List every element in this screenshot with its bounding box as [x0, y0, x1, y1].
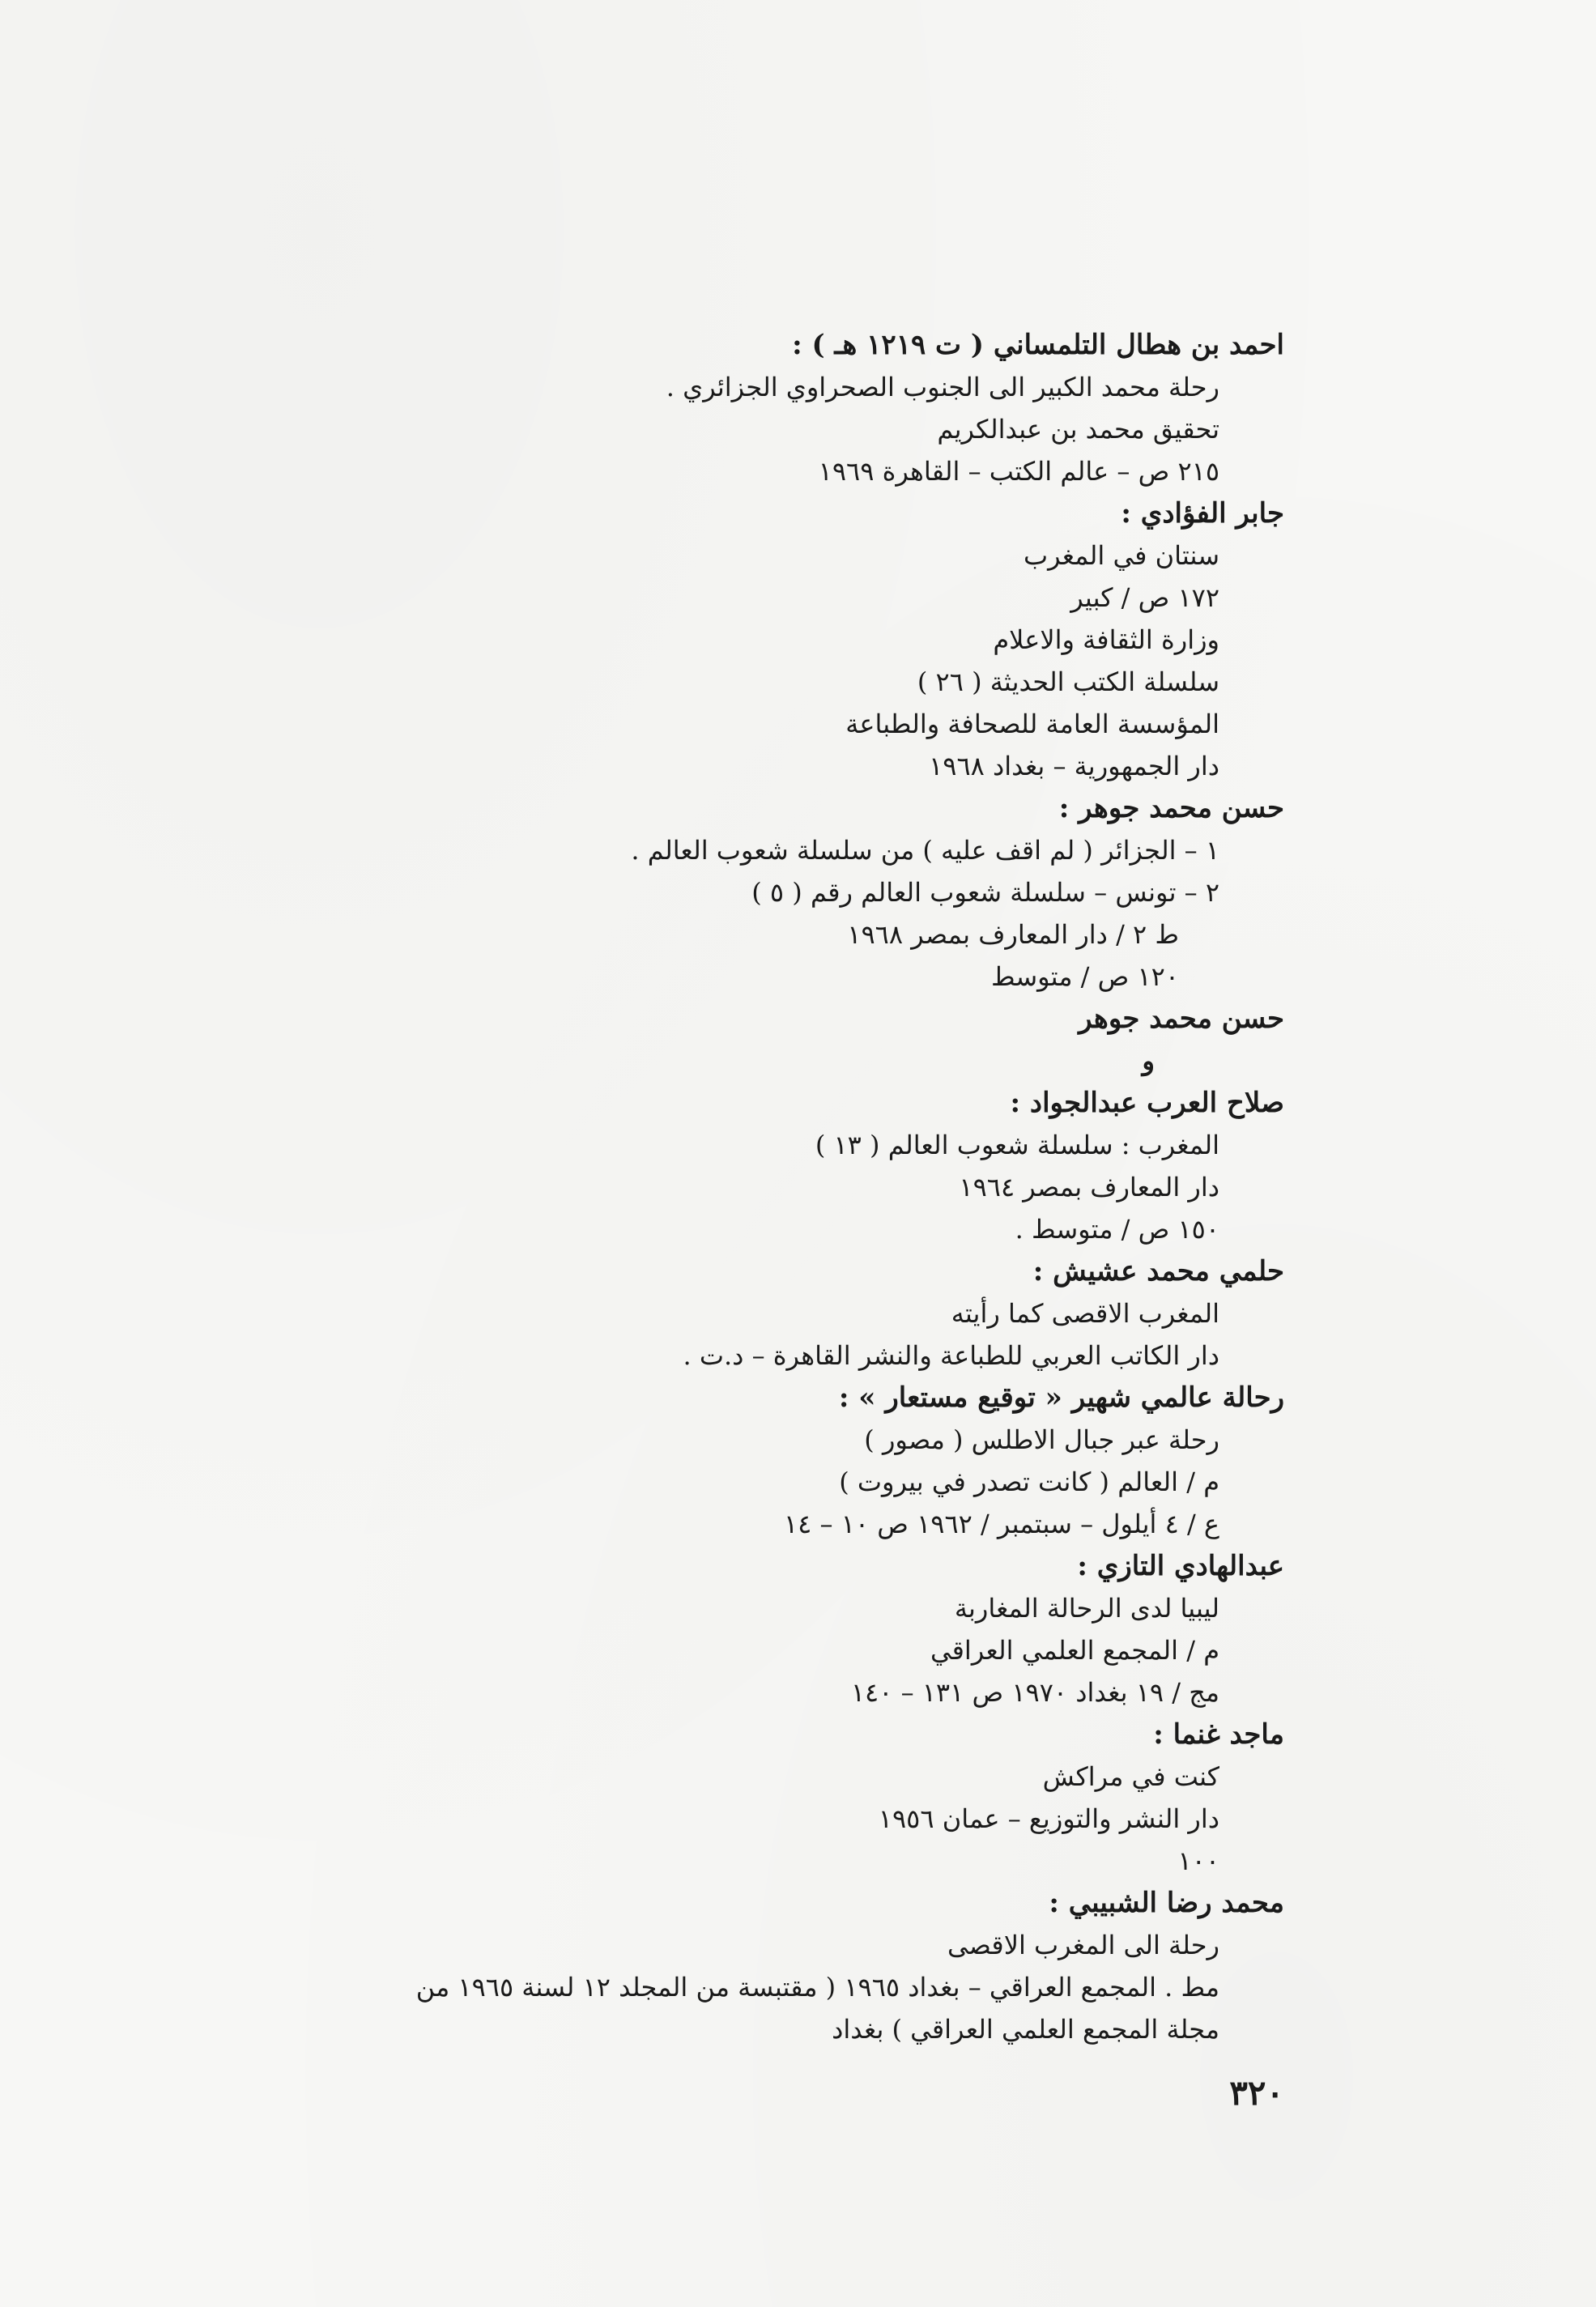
entry-line: دار النشر والتوزيع – عمان ١٩٥٦: [878, 1803, 1219, 1834]
author-heading: حسن محمد جوهر: [1079, 1002, 1284, 1035]
entry-line: المغرب : سلسلة شعوب العالم ( ١٣ ): [815, 1130, 1219, 1160]
author-heading: محمد رضا الشبيبي :: [1049, 1887, 1284, 1919]
entry-line: مجلة المجمع العلمي العراقي ) بغداد: [832, 2014, 1219, 2045]
entry-line: كنت في مراكش: [1042, 1761, 1219, 1792]
author-heading: حسن محمد جوهر :: [1058, 792, 1284, 824]
entry-line: ليبيا لدى الرحالة المغاربة: [954, 1593, 1219, 1624]
author-heading: عبدالهادي التازي :: [1077, 1550, 1284, 1582]
entry-line: ٢ – تونس – سلسلة شعوب العالم رقم ( ٥ ): [751, 877, 1219, 908]
author-heading: ماجد غنما :: [1153, 1718, 1284, 1751]
entry-line: ١٥٠ ص / متوسط .: [1015, 1214, 1219, 1245]
entry-line: المؤسسة العامة للصحافة والطباعة: [845, 709, 1219, 739]
entry-subline: ١٢٠ ص / متوسط: [990, 961, 1179, 992]
entry-subline: ط ٢ / دار المعارف بمصر ١٩٦٨: [847, 919, 1179, 950]
entry-line: ١٠٠: [1177, 1845, 1219, 1876]
entry-line: م / المجمع العلمي العراقي: [930, 1635, 1219, 1666]
entry-line: مط . المجمع العراقي – بغداد ١٩٦٥ ( مقتبسة من المجلد ١٢ لسنة ١٩٦٥ من: [415, 1972, 1219, 2003]
page-number: ٣٢٠: [1229, 2073, 1284, 2113]
entry-line: سلسلة الكتب الحديثة ( ٢٦ ): [917, 666, 1219, 697]
entry-line: مج / ١٩ بغداد ١٩٧٠ ص ١٣١ – ١٤٠: [850, 1677, 1219, 1708]
author-heading: رحالة عالمي شهير « توقيع مستعار » :: [838, 1381, 1284, 1414]
entry-line: دار المعارف بمصر ١٩٦٤: [959, 1172, 1219, 1202]
entry-line: ع / ٤ أيلول – سبتمبر / ١٩٦٢ ص ١٠ – ١٤: [783, 1509, 1219, 1539]
entry-line: م / العالم ( كانت تصدر في بيروت ): [839, 1466, 1219, 1497]
entry-line: ١٧٢ ص / كبير: [1070, 582, 1219, 613]
entry-line: رحلة الى المغرب الاقصى: [947, 1930, 1219, 1960]
author-heading: جابر الفؤادي :: [1121, 497, 1284, 530]
entry-line: المغرب الاقصى كما رأيته: [951, 1298, 1219, 1329]
entry-line: ١ – الجزائر ( لم اقف عليه ) من سلسلة شعوب العالم .: [631, 835, 1219, 866]
entry-line: دار الكاتب العربي للطباعة والنشر القاهرة – د.ت .: [683, 1340, 1219, 1371]
bibliography-list: [215, 324, 1284, 2050]
coauthor-heading: صلاح العرب عبدالجواد :: [1010, 1087, 1284, 1119]
author-heading: حلمي محمد عشيش :: [1032, 1255, 1284, 1288]
entry-line: ٢١٥ ص – عالم الكتب – القاهرة ١٩٦٩: [818, 456, 1219, 487]
entry-line: رحلة عبر جبال الاطلس ( مصور ): [864, 1424, 1219, 1455]
coauthor-connector: و: [1142, 1045, 1155, 1076]
entry-line: دار الجمهورية – بغداد ١٩٦٨: [929, 751, 1219, 781]
entry-line: تحقيق محمد بن عبدالكريم: [937, 414, 1219, 445]
entry-line: سنتان في المغرب: [1023, 540, 1219, 571]
entry-line: رحلة محمد الكبير الى الجنوب الصحراوي الجزائري .: [666, 372, 1219, 402]
entry-line: وزارة الثقافة والاعلام: [993, 624, 1219, 655]
author-heading: احمد بن هطال التلمساني ( ت ١٢١٩ هـ ) :: [792, 329, 1284, 361]
